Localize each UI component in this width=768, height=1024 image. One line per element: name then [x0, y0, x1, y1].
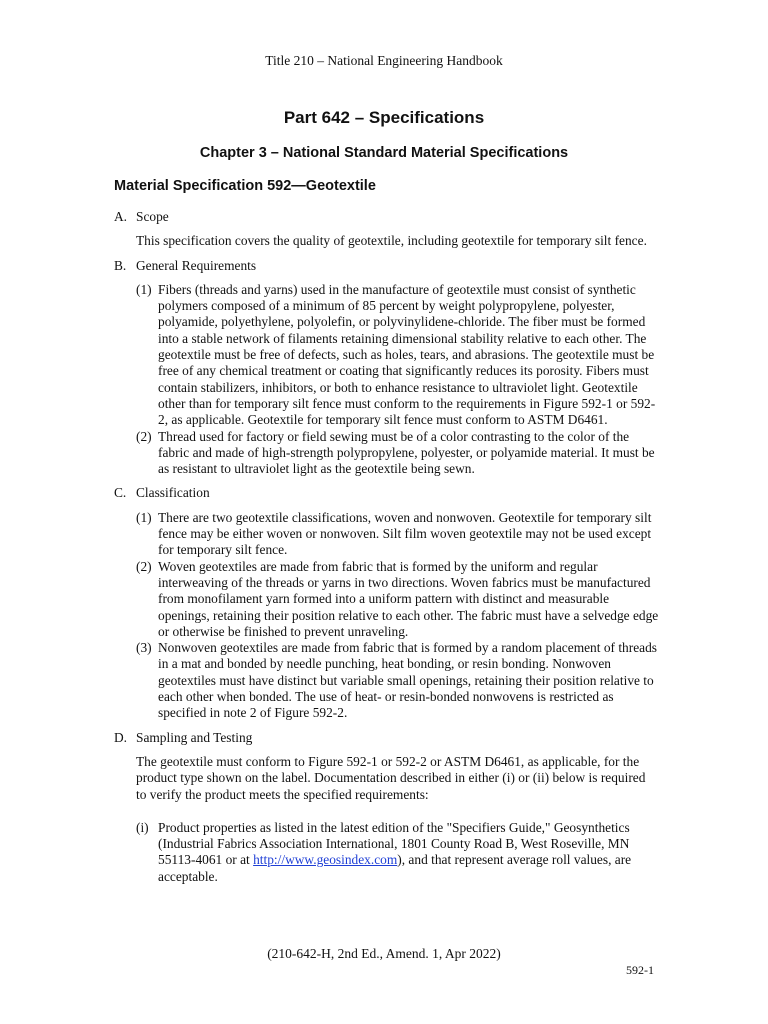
section-general-requirements [114, 258, 659, 478]
list-item-text: There are two geotextile classifications, woven and nonwoven. Geotextile for temporary silt fence may be either woven or nonwoven. Silt film woven geotextile may not be used except for temporary silt fence. [158, 509, 652, 558]
section-scope [114, 209, 659, 250]
section-heading [114, 209, 659, 225]
section-letter: B. [114, 257, 127, 273]
list-item [136, 429, 659, 478]
list-item-text: Thread used for factory or field sewing must be of a color contrasting to the color of the fabric and made of high-strength polypropylene, polyester, or polyamide material. It must be as resistant to ultraviolet light as the geotextile being sewn. [158, 428, 655, 477]
chapter-title: Chapter 3 – National Standard Material Specifications [199, 145, 569, 161]
list-item-number: (2) [136, 558, 152, 574]
material-spec-title: Material Specification 592—Geotextile [114, 178, 376, 194]
section-heading-text: General Requirements [136, 257, 257, 273]
page-number: 592-1 [626, 963, 654, 977]
section-letter: D. [114, 729, 128, 745]
list-item-text [158, 820, 659, 885]
geosindex-link[interactable]: http://www.geosindex.com [253, 852, 398, 868]
list-item [136, 820, 659, 885]
footer-revision: (210-642-H, 2nd Ed., Amend. 1, Apr 2022) [267, 946, 501, 961]
section-heading [114, 485, 659, 501]
part-title: Part 642 – Specifications [283, 108, 485, 127]
section-sampling-testing [114, 730, 659, 885]
list-item-number: (1) [136, 509, 152, 525]
list-item-number: (1) [136, 281, 152, 297]
section-heading [114, 730, 659, 746]
list-item-number: (i) [136, 819, 149, 835]
list-item [136, 640, 659, 721]
section-heading-text: Classification [136, 485, 210, 501]
list-item-number: (3) [136, 640, 152, 656]
section-heading-text: Scope [136, 209, 169, 224]
list-item-text: Fibers (threads and yarns) used in the manufacture of geotextile must consist of synthetic polymers composed of a minimum of 85 percent by weight polypropylene, polyester, polyamide, polyethylene, polyolefin, or polyvinylidene-chloride. The fiber must be formed into a stable network of filaments retaining dimensional stability relative to each other. The geotextile must be free of defects, such as holes, tears, and abrasions. The geotextile must be free of any chemical treatment or coating that significantly reduces its porosity. Fibers must contain stabilizers, inhibitors, or both to enhance resistance to ultraviolet light. Geotextile other than for temporary silt fence must conform to the requirements in Figure 592-1 or 592-2, as applicable. Geotextile for temporary silt fence must conform to ASTM D6461. [158, 281, 656, 428]
list-item-number: (2) [136, 428, 152, 444]
list-item-text: Nonwoven geotextiles are made from fabric that is formed by a random placement of threads in a mat and bonded by needle punching, heat bonding, or resin bonding. Nonwoven geotextiles must have distinct but variable small openings, retaining their position relative to each other when bonded. The use of heat- or resin-bonded nonwovens is restricted as specified in note 2 of Figure 592-2. [158, 640, 657, 721]
section-heading-text: Sampling and Testing [136, 729, 253, 745]
list-item-text-part: Product properties as listed in the latest edition of the "Specifiers Guide," Geosynthetics (Industrial Fabrics Association International, 1801 County Road B, West Roseville, MN 55113-4061 or at [158, 819, 630, 868]
section-classification [114, 485, 659, 721]
document-header: Title 210 – National Engineering Handbook [265, 53, 503, 68]
section-heading [114, 258, 659, 274]
section-letter: C. [114, 485, 127, 501]
section-letter: A. [114, 209, 128, 224]
list-item [136, 510, 659, 559]
list-item [136, 559, 659, 640]
list-item-text-part: ), and that represent average roll values, are acceptable. [158, 852, 632, 884]
document-body [114, 209, 659, 885]
list-item [136, 282, 659, 429]
section-paragraph: This specification covers the quality of geotextile, including geotextile for temporary silt fence. [136, 233, 647, 249]
section-paragraph: The geotextile must conform to Figure 592-1 or 592-2 or ASTM D6461, as applicable, for the product type shown on the label. Documentation described in either (i) or (ii) below is required to verify the product meets the specified requirements: [136, 753, 646, 802]
list-item-text: Woven geotextiles are made from fabric that is formed by the uniform and regular interweaving of the threads or yarns in two directions. Woven fabrics must be manufactured from monofilament yarn formed into a uniform pattern with distinct and measurable openings, retaining their position relative to each other. The fabric must have a selvedge edge or otherwise be finished to prevent unraveling. [158, 558, 659, 639]
